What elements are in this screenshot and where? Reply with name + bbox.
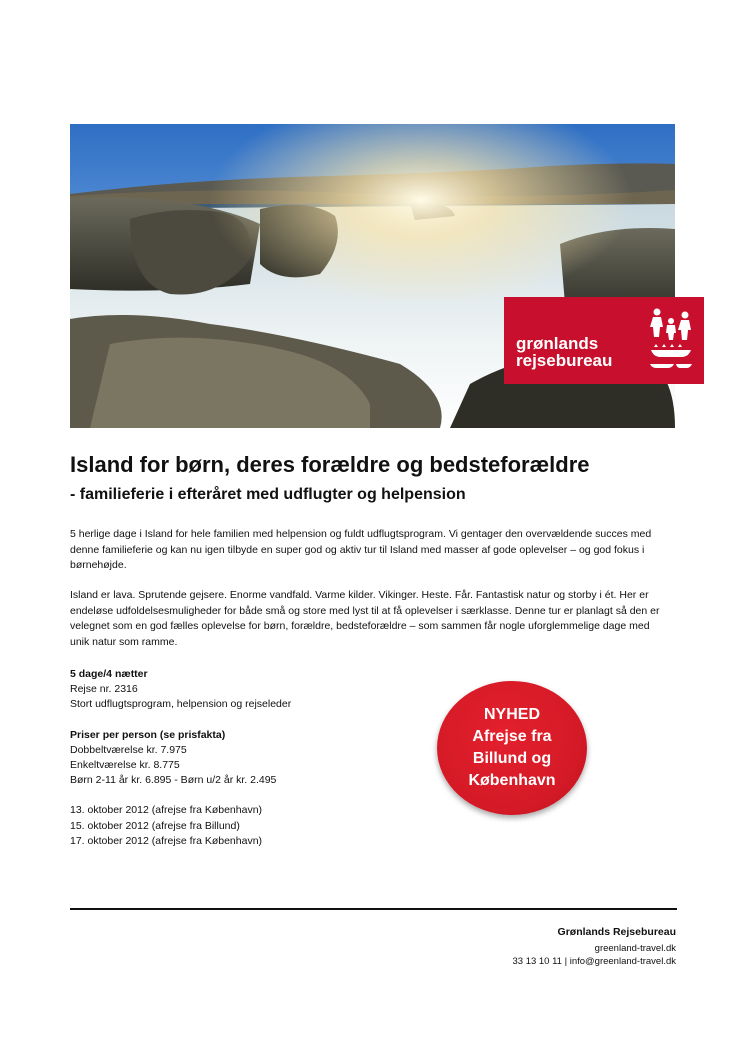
intro-paragraph: 5 herlige dage i Island for hele familien med helpension og fuldt udflugtsprogram. Vi gentager den overvældende succes med denne familieferie og kan nu igen tilbyde en super god og aktiv tur til Island med masser af gode oplevelser – og god fokus i børnehøjde. <box>70 528 652 571</box>
footer-website[interactable]: greenland-travel.dk <box>594 942 676 954</box>
departure-date: 13. oktober 2012 (afrejse fra København) <box>70 804 263 817</box>
footer-company: Grønlands Rejsebureau <box>557 926 676 938</box>
price-line: Enkeltværelse kr. 8.775 <box>70 759 180 772</box>
prices-heading: Priser per person (se prisfakta) <box>70 728 226 741</box>
page-subtitle: - familieferie i efteråret med udflugter og helpension <box>70 486 466 503</box>
badge-line: Afrejse fra <box>472 728 552 745</box>
trip-number: Rejse nr. 2316 <box>70 683 138 696</box>
logo-wordmark <box>516 335 612 369</box>
family-boat-icon <box>648 306 694 372</box>
price-line: Børn 2-11 år kr. 6.895 - Børn u/2 år kr. 2.495 <box>70 774 277 787</box>
footer-contact[interactable]: 33 13 10 11 | info@greenland-travel.dk <box>512 956 676 967</box>
price-line: Dobbeltværelse kr. 7.975 <box>70 743 187 756</box>
description-paragraph: Island er lava. Sprutende gejsere. Enorme vandfald. Varme kilder. Vikinger. Heste. Får. Fantastisk natur og storby i ét. Her er endeløse udfoldelsesmuligheder for både små og store med lyst til at få oplevelser i særklasse. Denne tur er planlagt så den er velegnet som en god fælles oplevelse for børn, forældre, bedsteforældre – som sammen får nogle uforglemmelige dage med unik natur som ramme. <box>70 589 660 648</box>
duration: 5 dage/4 nætter <box>70 668 148 680</box>
footer-divider <box>70 908 677 910</box>
badge-line: København <box>468 772 556 789</box>
departure-date: 17. oktober 2012 (afrejse fra København) <box>70 834 263 847</box>
badge-line: NYHED <box>483 706 540 723</box>
logo-line-1: grønlands <box>516 334 599 353</box>
footer <box>512 926 676 969</box>
page-title: Island for børn, deres forældre og bedsteforældre <box>70 452 590 477</box>
badge-line: Billund og <box>472 750 552 767</box>
news-badge <box>437 681 587 815</box>
trip-facts <box>70 667 400 849</box>
departure-date: 15. oktober 2012 (afrejse fra Billund) <box>70 819 240 832</box>
brand-logo <box>504 297 704 384</box>
logo-line-2: rejsebureau <box>516 351 613 370</box>
includes: Stort udflugtsprogram, helpension og rejseleder <box>70 698 292 711</box>
